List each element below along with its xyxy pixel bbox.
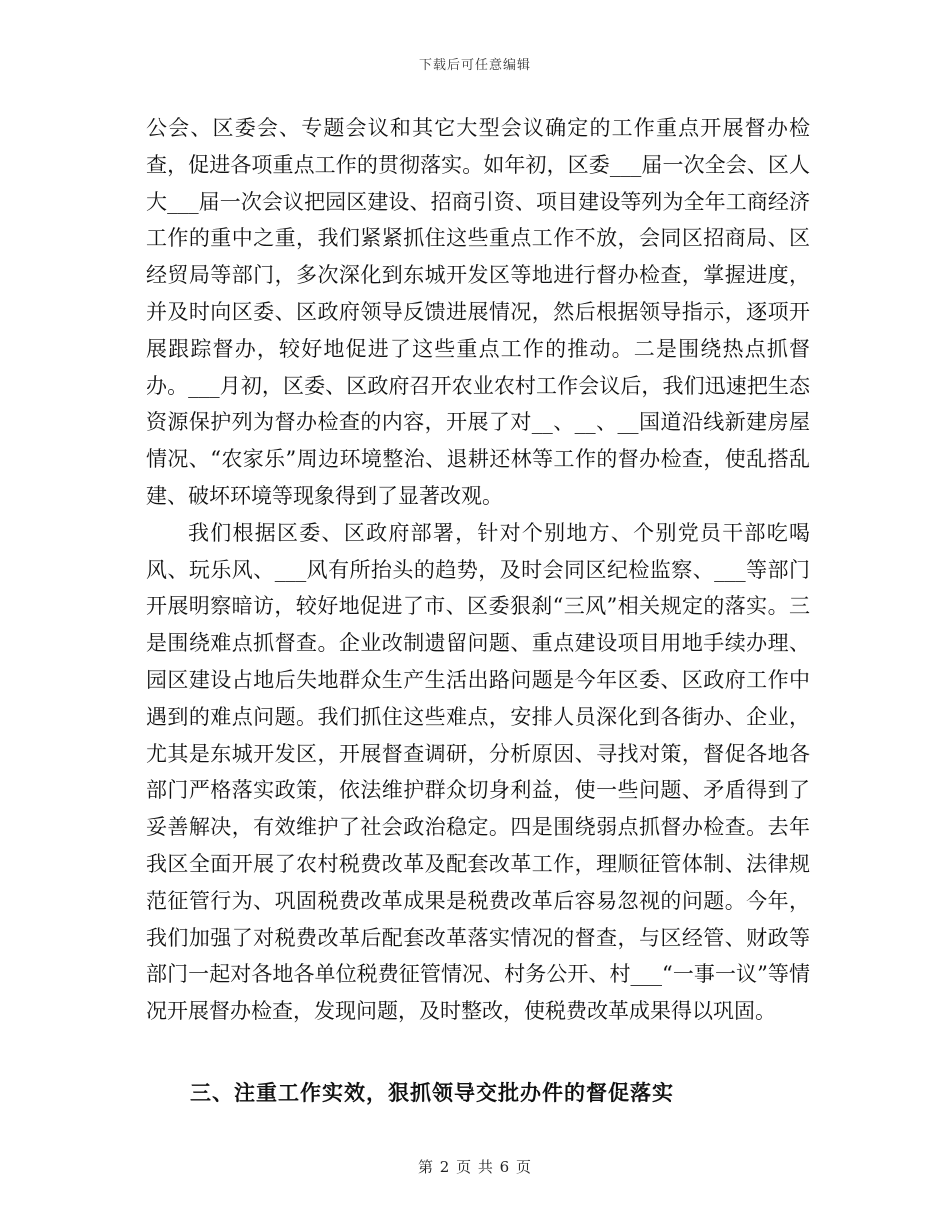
page-header-note: 下载后可任意编辑: [418, 58, 531, 73]
paragraph-continued: 公会、区委会、专题会议和其它大型会议确定的工作重点开展督办检查，促进各项重点工作的贯彻落实。如年初，区委___届一次全会、区人大___届一次会议把园区建设、招商引资、项目建设等列为全年工商经济工作的重中之重，我们紧紧抓住这些重点工作不放，会同区招商局、区经贸局等部门，多次深化到东城开发区等地进行督办检查，掌握进度，并及时向区委、区政府领导反馈进展情况，然后根据领导指示，逐项开展跟踪督办，较好地促进了这些重点工作的推动。二是围绕热点抓督办。___月初，区委、区政府召开农业农村工作会议后，我们迅速把生态资源保护列为督办检查的内容，开展了对__、__、__国道沿线新建房屋情况、“农家乐”周边环境整治、退耕还林等工作的督办检查，使乱搭乱建、破坏环境等现象得到了显著改观。: [146, 116, 810, 508]
document-body: [146, 110, 810, 1030]
section-heading: 三、注重工作实效，狠抓领导交批办件的督促落实: [190, 1080, 674, 1105]
page-number: 第 2 页 共 6 页: [418, 1158, 532, 1176]
paragraph: 我们根据区委、区政府部署，针对个别地方、个别党员干部吃喝风、玩乐风、___风有所抬头的趋势，及时会同区纪检监察、___等部门开展明察暗访，较好地促进了市、区委狠刹“三风”相关规定的落实。三是围绕难点抓督查。企业改制遗留问题、重点建设项目用地手续办理、园区建设占地后失地群众生产生活出路问题是今年区委、区政府工作中遇到的难点问题。我们抓住这些难点，安排人员深化到各街办、企业，尤其是东城开发区，开展督查调研，分析原因、寻找对策，督促各地各部门严格落实政策，依法维护群众切身利益，使一些问题、矛盾得到了妥善解决，有效维护了社会政治稳定。四是围绕弱点抓督办检查。去年我区全面开展了农村税费改革及配套改革工作，理顺征管体制、法律规范征管行为、巩固税费改革成果是税费改革后容易忽视的问题。今年，我们加强了对税费改革后配套改革落实情况的督查，与区经管、财政等部门一起对各地各单位税费征管情况、村务公开、村___“一事一议”等情况开展督办检查，发现问题，及时整改，使税费改革成果得以巩固。: [146, 520, 810, 1024]
